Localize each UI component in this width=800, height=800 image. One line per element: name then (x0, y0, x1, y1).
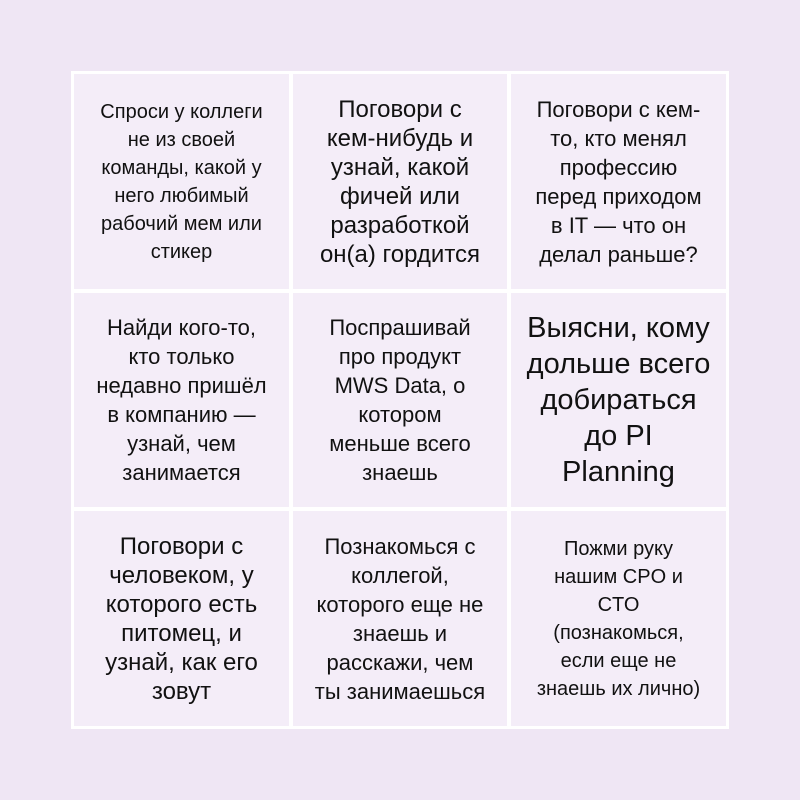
bingo-cell-text: Спроси у коллеги не из своей команды, какой у него любимый рабочий мем или стикер (100, 100, 263, 263)
bingo-cell-text: Выясни, кому дольше всего добираться до PI Planning (526, 312, 711, 488)
bingo-cell-9[interactable] (509, 509, 728, 728)
bingo-cell-3[interactable] (509, 72, 728, 291)
bingo-cell-text: Познакомься с коллегой, которого еще не знаешь и расскажи, чем ты занимаешься (314, 533, 486, 704)
bingo-cell-4[interactable] (72, 291, 291, 509)
bingo-cell-6[interactable] (509, 291, 728, 509)
bingo-cell-text: Поспрашивай про продукт MWS Data, о котором меньше всего знаешь (329, 315, 471, 485)
bingo-cell-7[interactable] (72, 509, 291, 728)
bingo-cell-text: Пожми руку нашим CPO и CTO (познакомься, если еще не знаешь их лично) (536, 537, 701, 700)
bingo-cell-text: Поговори с кем-нибудь и узнай, какой фичей или разработкой он(а) гордится (319, 95, 481, 268)
bingo-cell-text: Поговори с человеком, у которого есть питомец, и узнай, как его зовут (105, 532, 258, 705)
bingo-board (72, 72, 728, 728)
bingo-cell-1[interactable] (72, 72, 291, 291)
bingo-cell-8[interactable] (291, 509, 509, 728)
bingo-cell-2[interactable] (291, 72, 509, 291)
bingo-cell-text: Найди кого-то, кто только недавно пришёл в компанию — узнай, чем занимается (96, 315, 267, 485)
bingo-cell-5[interactable] (291, 291, 509, 509)
bingo-cell-text: Поговори с кем- то, кто менял профессию перед приходом в IT — что он делал раньше? (535, 96, 702, 267)
